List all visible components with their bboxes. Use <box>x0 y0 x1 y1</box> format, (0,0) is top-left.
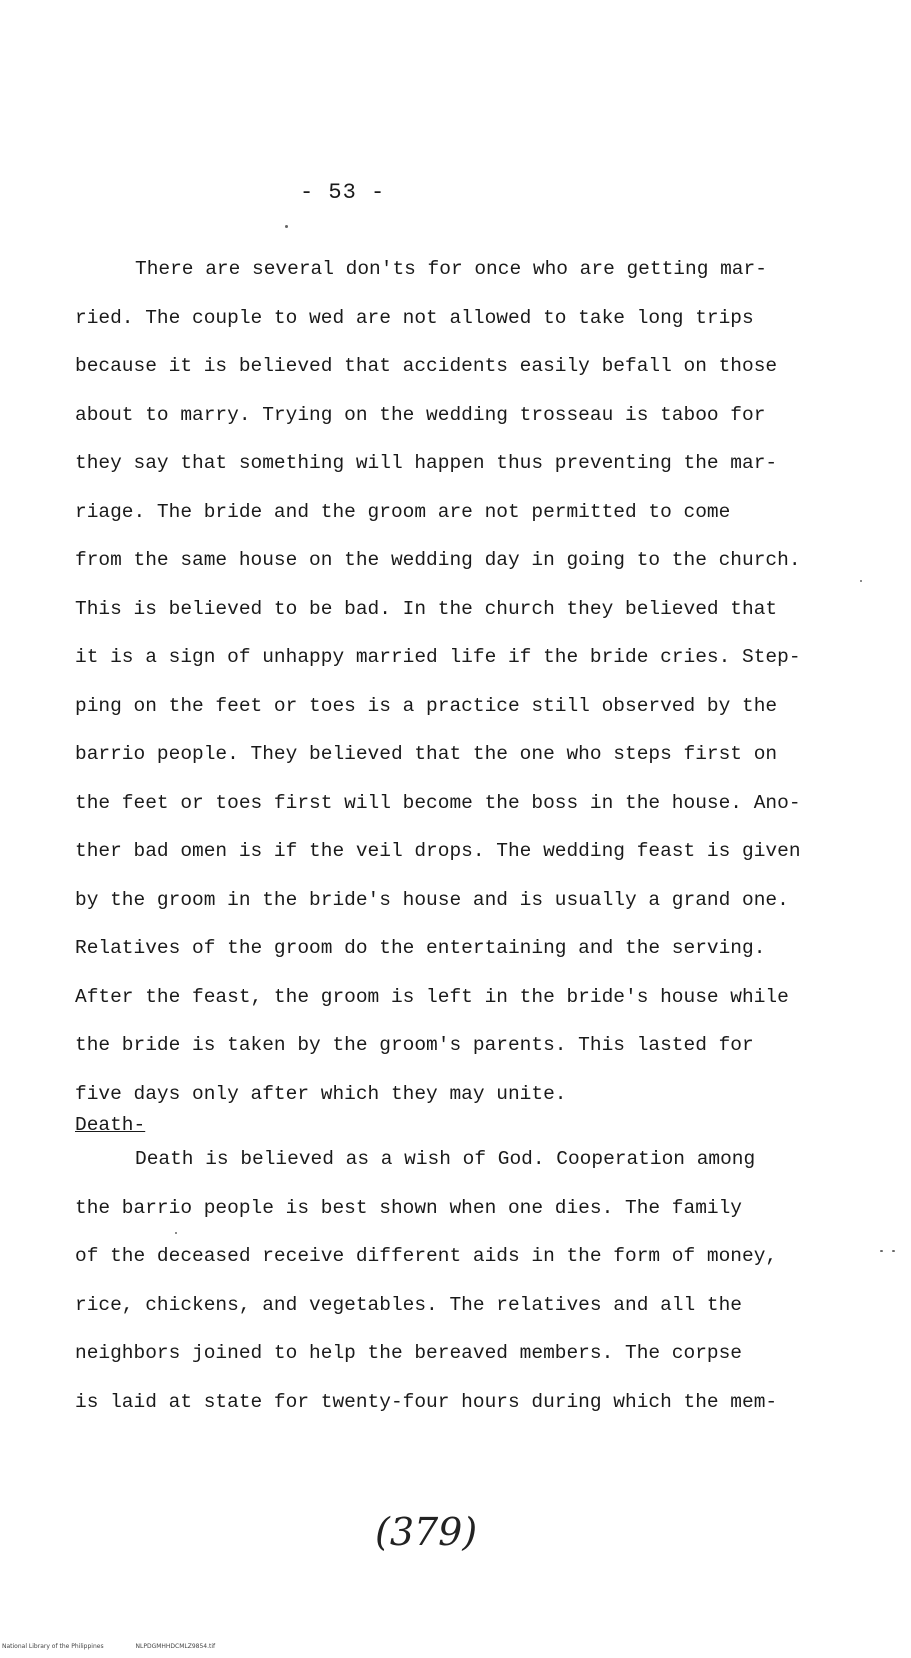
text-line: of the deceased receive different aids in the form of money, <box>75 1245 778 1267</box>
text-line: about to marry. Trying on the wedding trosseau is taboo for <box>75 403 766 426</box>
text-line: from the same house on the wedding day in going to the church. <box>75 549 801 571</box>
text-line: rice, chickens, and vegetables. The relatives and all the <box>75 1293 743 1316</box>
handwritten-page-number: (379) <box>375 1510 478 1554</box>
scan-speck <box>892 1250 895 1252</box>
text-line: it is a sign of unhappy married life if the bride cries. Step- <box>75 646 801 668</box>
footer-library: National Library of the Philippines <box>2 1643 104 1650</box>
text-line: neighbors joined to help the bereaved members. The corpse <box>75 1342 743 1364</box>
text-line: is laid at state for twenty-four hours during which the mem- <box>75 1390 778 1413</box>
text-line: ried. The couple to wed are not allowed to take long trips <box>75 306 754 329</box>
text-line: ther bad omen is if the veil drops. The wedding feast is given <box>75 840 801 862</box>
text-line: Death is believed as a wish of God. Cooperation among <box>135 1148 756 1170</box>
text-line: the bride is taken by the groom's parents. This lasted for <box>75 1034 754 1056</box>
text-line: they say that something will happen thus preventing the mar- <box>75 452 778 474</box>
scan-speck <box>860 580 862 582</box>
text-line: This is believed to be bad. In the church they believed that <box>75 597 778 620</box>
text-line: the barrio people is best shown when one dies. The family <box>75 1196 743 1219</box>
text-line: the feet or toes first will become the boss in the house. Ano- <box>75 791 801 814</box>
body-paragraph-2 <box>75 1135 835 1426</box>
text-line: Relatives of the groom do the entertaining and the serving. <box>75 937 766 959</box>
text-line: because it is believed that accidents easily befall on those <box>75 355 778 377</box>
text-line: After the feast, the groom is left in the bride's house while <box>75 985 789 1008</box>
body-paragraph-1 <box>75 245 835 1118</box>
scan-speck <box>880 1250 883 1252</box>
scan-speck <box>175 1232 177 1234</box>
text-line: five days only after which they may unite. <box>75 1082 567 1105</box>
text-line: barrio people. They believed that the one who steps first on <box>75 743 778 765</box>
page-number: - 53 - <box>300 180 386 205</box>
text-line: There are several don'ts for once who are getting mar- <box>135 258 767 280</box>
text-line: riage. The bride and the groom are not permitted to come <box>75 500 731 523</box>
text-line: by the groom in the bride's house and is usually a grand one. <box>75 888 789 911</box>
scan-speck <box>285 225 288 228</box>
text-line: ping on the feet or toes is a practice still observed by the <box>75 694 778 717</box>
section-heading-death: Death- <box>75 1114 146 1136</box>
footer-stamp <box>2 1643 245 1650</box>
footer-file-id: NLPDGMHHDCMLZ9854.tif <box>135 1643 216 1650</box>
